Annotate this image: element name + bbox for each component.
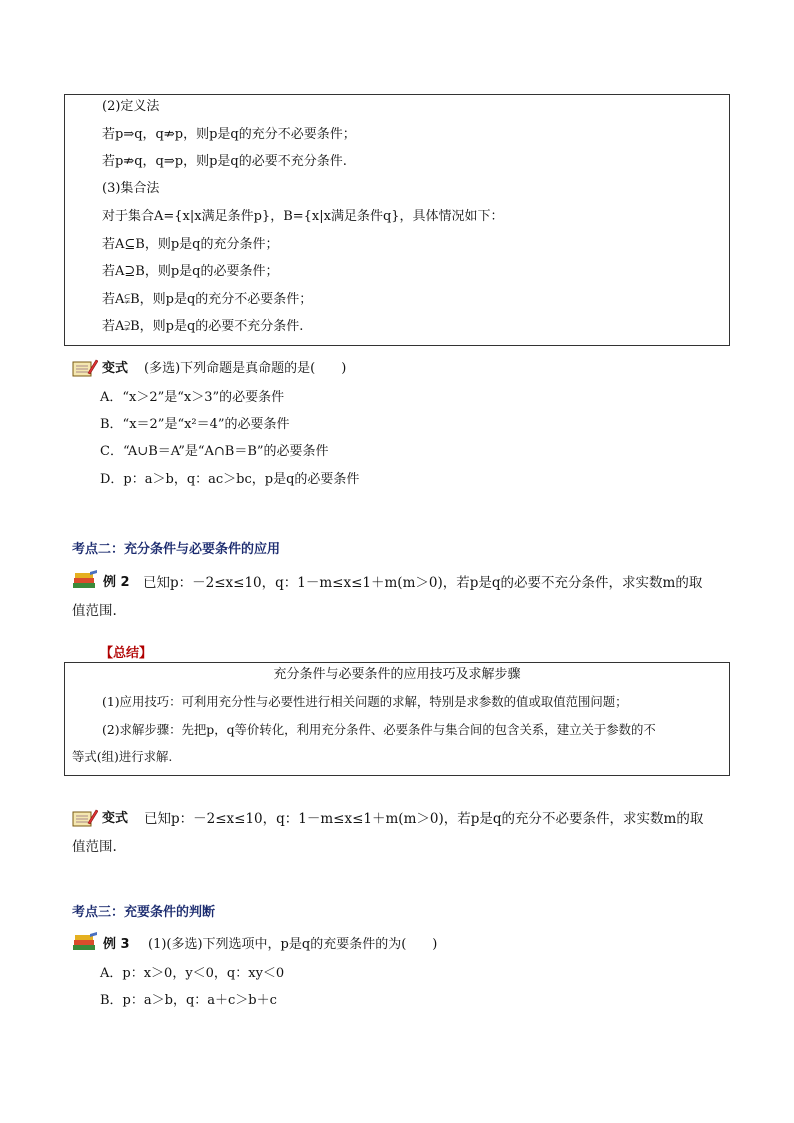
notebook-pencil-icon — [72, 358, 98, 378]
summary-line: 等式(组)进行求解. — [72, 749, 173, 764]
option-a: A．“x＞2”是“x＞3”的必要条件 — [100, 390, 285, 405]
box-line: 对于集合A={x|x满足条件p}，B={x|x满足条件q}，具体情况如下： — [102, 209, 504, 224]
example-question: (1)(多选)下列选项中，p是q的充要条件的为( ) — [148, 937, 438, 952]
variant-tag: 变式 — [102, 361, 129, 376]
summary-label: 【总结】 — [100, 646, 153, 661]
box-line: (2)定义法 — [102, 99, 160, 114]
summary-line: (2)求解步骤：先把p，q等价转化，利用充分条件、必要条件与集合间的包含关系，建立关于参数的不 — [102, 722, 656, 737]
box-line: 若p⇏q，q⇒p，则p是q的必要不充分条件. — [102, 154, 347, 169]
example-text: 已知p：－2≤x≤10，q：1－m≤x≤1＋m(m＞0)，若p是q的必要不充分条件，求实数m的取 — [143, 575, 703, 591]
section-title: 考点三：充要条件的判断 — [72, 905, 216, 920]
box-line: 若p⇒q，q⇏p，则p是q的充分不必要条件； — [102, 127, 356, 142]
box-line: 若A⫌B，则p是q的必要不充分条件. — [102, 319, 304, 334]
option-d: D．p：a＞b，q：ac＞bc，p是q的必要条件 — [100, 472, 360, 487]
option-b: B．p：a＞b，q：a＋c＞b＋c — [100, 993, 277, 1008]
option-b: B．“x＝2”是“x²＝4”的必要条件 — [100, 417, 290, 432]
option-c: C．“A∪B＝A”是“A∩B＝B”的必要条件 — [100, 444, 329, 459]
variant-text: 值范围. — [72, 839, 117, 855]
example-text: 值范围. — [72, 603, 117, 619]
example-tag: 例 3 — [103, 937, 130, 952]
variant-question: (多选)下列命题是真命题的是( ) — [144, 361, 347, 376]
notebook-pencil-icon — [72, 808, 98, 828]
variant-text: 已知p：－2≤x≤10，q：1－m≤x≤1＋m(m＞0)，若p是q的充分不必要条件，求实数m的取 — [144, 811, 704, 827]
box-line: 若A⊆B，则p是q的充分条件； — [102, 237, 279, 252]
variant-tag: 变式 — [102, 811, 129, 826]
box-line: 若A⫋B，则p是q的充分不必要条件； — [102, 292, 313, 307]
section-title: 考点二：充分条件与必要条件的应用 — [72, 542, 281, 557]
books-icon — [72, 570, 98, 590]
books-icon — [72, 932, 98, 952]
box-line: (3)集合法 — [102, 181, 160, 196]
box-line: 若A⊇B，则p是q的必要条件； — [102, 264, 279, 279]
summary-title: 充分条件与必要条件的应用技巧及求解步骤 — [273, 667, 521, 682]
example-tag: 例 2 — [103, 575, 130, 590]
option-a: A．p：x＞0，y＜0，q：xy＜0 — [100, 966, 285, 981]
summary-line: (1)应用技巧：可利用充分性与必要性进行相关问题的求解，特别是求参数的值或取值范围问题； — [102, 694, 628, 709]
